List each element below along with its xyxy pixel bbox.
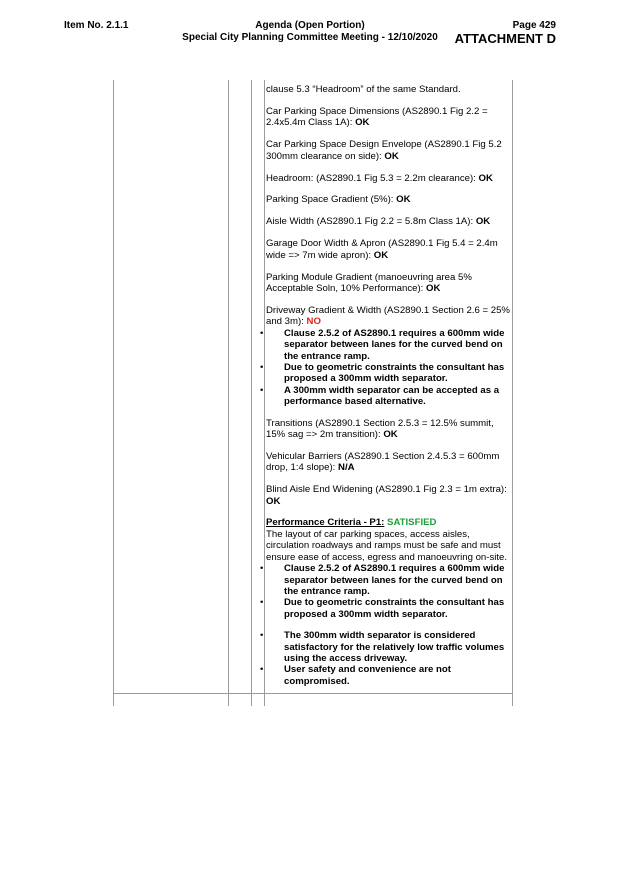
check-text: Vehicular Barriers (AS2890.1 Section 2.4.5.3 = 600mm drop, 1:4 slope):: [266, 450, 500, 474]
check-item: [266, 139, 511, 162]
table-border-left: [113, 80, 114, 706]
check-result: N/A: [338, 462, 355, 474]
bullet-text: User safety and convenience are not compromised.: [284, 664, 451, 687]
item-number: Item No. 2.1.1: [64, 20, 129, 31]
bullet-icon: •: [260, 384, 264, 396]
table-column-divider: [251, 80, 252, 706]
bullet-icon: •: [260, 563, 264, 575]
bullet-text: The 300mm width separator is considered satisfactory for the relatively low traffic volumes using the access driveway.: [284, 630, 505, 664]
check-result-no: NO: [306, 316, 321, 328]
bullet-text: Clause 2.5.2 of AS2890.1 requires a 600mm wide separator between lanes for the curved bend on the entrance ramp.: [284, 563, 505, 597]
checks-list: [266, 106, 511, 294]
check-text: Aisle Width (AS2890.1 Fig 2.2 = 5.8m Class 1A):: [266, 216, 474, 228]
check-text: Parking Module Gradient (manoeuvring area 5% Acceptable Soln, 10% Performance):: [266, 271, 472, 294]
performance-body: The layout of car parking spaces, access aisles, circulation roadways and ramps must be safe and must ensure ease of access, egress and manoeuvring on-site.: [266, 528, 508, 563]
check-result: OK: [426, 282, 441, 294]
check-text: Car Parking Space Design Envelope (AS2890.1 Fig 5.2 300mm clearance on side):: [266, 139, 502, 162]
assessment-cell: [260, 84, 511, 687]
bullet-item: [260, 361, 511, 385]
table-column-divider: [228, 80, 229, 706]
check-item: [266, 194, 511, 205]
check-text: Transitions (AS2890.1 Section 2.5.3 = 12.5% summit, 15% sag => 2m transition):: [266, 417, 494, 440]
driveway-check: [266, 305, 511, 328]
bullet-text: A 300mm width separator can be accepted as a performance based alternative.: [284, 384, 500, 408]
bullet-item: [260, 384, 511, 408]
driveway-bullets: [260, 327, 511, 408]
bullet-icon: •: [260, 327, 264, 339]
agenda-title: Agenda (Open Portion): [255, 20, 365, 31]
checks-list-2: [266, 418, 511, 507]
check-text: Driveway Gradient & Width (AS2890.1 Section 2.6 = 25% and 3m):: [266, 304, 510, 328]
check-result: OK: [475, 216, 491, 228]
attachment-label: ATTACHMENT D: [454, 31, 556, 46]
check-item: [266, 106, 511, 129]
performance-bullets-2: [260, 630, 511, 687]
bullet-text: Clause 2.5.2 of AS2890.1 requires a 600mm wide separator between lanes for the curved bend on the entrance ramp.: [284, 327, 505, 362]
check-result: OK: [373, 249, 389, 261]
performance-status: SATISFIED: [387, 517, 437, 529]
bullet-item: [260, 597, 511, 620]
check-result: OK: [478, 172, 493, 184]
check-result: OK: [396, 194, 411, 206]
bullet-icon: •: [260, 630, 264, 642]
bullet-icon: •: [260, 664, 264, 676]
bullet-item: [260, 327, 511, 362]
check-text: Garage Door Width & Apron (AS2890.1 Fig 5.4 = 2.4m wide => 7m wide apron):: [266, 238, 498, 261]
performance-criteria: [266, 517, 511, 563]
bullet-item: [260, 630, 511, 664]
check-item: [266, 173, 511, 184]
check-item: [266, 418, 511, 441]
page-number: Page 429: [512, 20, 556, 31]
table-row-bottom: [113, 693, 512, 694]
bullet-icon: •: [260, 597, 264, 609]
bullet-icon: •: [260, 361, 264, 373]
meeting-title: Special City Planning Committee Meeting - 12/10/2020: [182, 32, 438, 43]
check-item: [266, 451, 511, 474]
check-result: OK: [383, 428, 398, 440]
bullet-item: [260, 563, 511, 597]
check-text: Car Parking Space Dimensions (AS2890.1 Fig 2.2 = 2.4x5.4m Class 1A):: [266, 105, 488, 129]
agenda-heading: [150, 20, 470, 44]
table-border-right: [512, 80, 513, 706]
bullet-text: Due to geometric constraints the consultant has proposed a 300mm width separator.: [284, 597, 505, 620]
check-result: OK: [266, 495, 281, 507]
check-text: Blind Aisle End Widening (AS2890.1 Fig 2.3 = 1m extra):: [266, 484, 507, 496]
intro-text: clause 5.3 “Headroom” of the same Standard.: [266, 84, 461, 95]
bullet-text: Due to geometric constraints the consultant has proposed a 300mm width separator.: [284, 361, 505, 385]
check-result: OK: [355, 117, 370, 129]
bullet-item: [260, 664, 511, 687]
check-text: Headroom: (AS2890.1 Fig 5.3 = 2.2m clearance):: [266, 172, 476, 184]
performance-title: Performance Criteria - P1:: [266, 517, 385, 529]
check-item: [266, 216, 511, 227]
check-item: [266, 238, 511, 261]
check-item: [266, 484, 511, 507]
performance-bullets: [260, 563, 511, 620]
table-column-divider: [264, 80, 265, 706]
check-result: OK: [384, 150, 399, 162]
check-item: [266, 272, 511, 295]
check-text: Parking Space Gradient (5%):: [266, 194, 394, 206]
